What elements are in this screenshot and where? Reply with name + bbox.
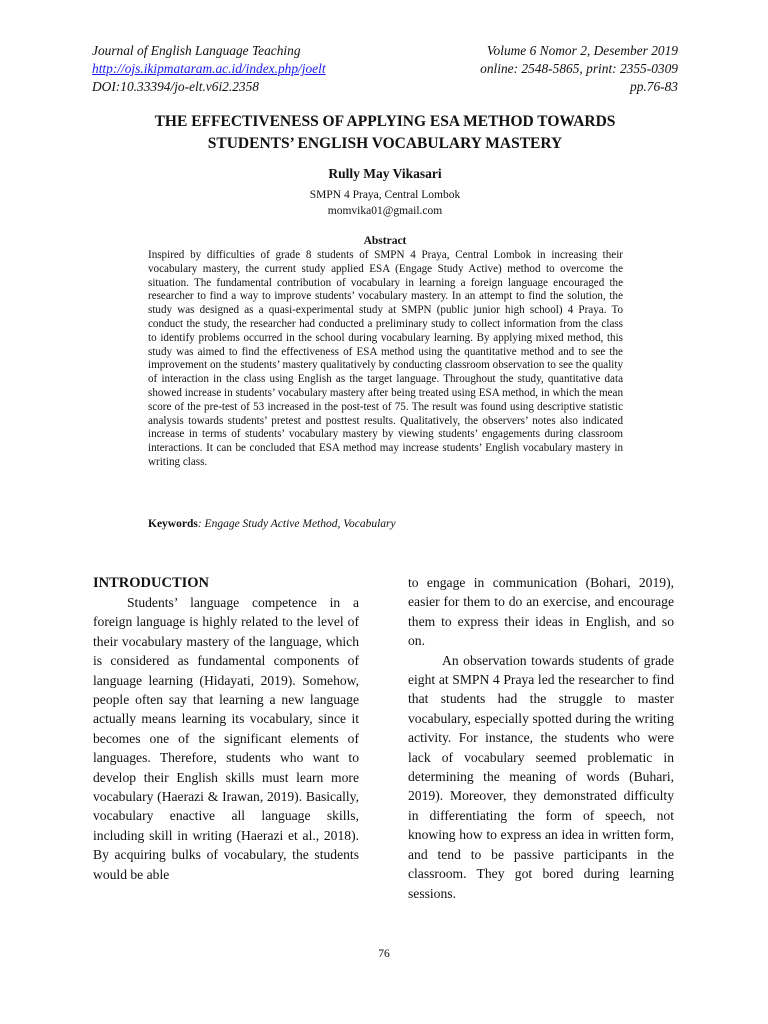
- right-column: [408, 573, 674, 903]
- page-range: pp.76-83: [630, 79, 678, 94]
- affiliation: SMPN 4 Praya, Central Lombok: [309, 189, 461, 201]
- author-name: Rully May Vikasari: [328, 166, 442, 181]
- paper-title-line2: STUDENTS’ ENGLISH VOCABULARY MASTERY: [207, 135, 563, 152]
- journal-url-link[interactable]: http://ojs.ikipmataram.ac.id/index.php/joelt: [92, 61, 326, 76]
- volume-info: Volume 6 Nomor 2, Desember 2019: [486, 43, 678, 58]
- section-heading-introduction: INTRODUCTION: [93, 575, 210, 591]
- author-affiliation-block: [92, 187, 678, 219]
- paper-title-line1: THE EFFECTIVENESS OF APPLYING ESA METHOD TOWARDS: [154, 113, 616, 130]
- intro-paragraph-1-continued: to engage in communication (Bohari, 2019), easier for them to do an exercise, and encourage them to express their ideas in English, and so on.: [408, 575, 674, 649]
- author-email: momvika01@gmail.com: [327, 205, 443, 217]
- abstract-text: Inspired by difficulties of grade 8 students of SMPN 4 Praya, Central Lombok in increasing their vocabulary mastery, the current study applied ESA (Engage Study Active) method to overcome the situation. The fundamental contribution of vocabulary in learning a foreign language encouraged the researcher to find a way to improve students’ vocabulary mastery. In an attempt to find the solution, the study was designed as a quasi-experimental study at SMPN (public junior high school) 4 Praya. To conduct the study, the researcher had conducted a preliminary study to collect information from the class to identify problems occurred in the school during vocabulary learning. By applying mixed method, this study was aimed to find the effectiveness of ESA method using the quantitative method and to see the improvement on the students’ mastery qualitatively by conducting classroom observation to see the quality of interaction in the class using English as the target language. Throughout the study, quantitative data showed increase in students’ vocabulary mastery after being treated using ESA method, in which the mean score of the pre-test of 53 increased in the post-test of 75. The result was found using descriptive statistic analysis towards students’ pretest and posttest results. Qualitatively, the observers’ notes also indicated increase in terms of students’ vocabulary mastery by viewing students’ engagements during classroom interactions. It can be concluded that ESA method may increase students’ English vocabulary mastery in writing class.: [148, 249, 623, 468]
- issn-info: online: 2548-5865, print: 2355-0309: [480, 61, 678, 76]
- journal-name: Journal of English Language Teaching: [92, 43, 301, 58]
- page-number: 76: [378, 948, 390, 960]
- doi: DOI:10.33394/jo-elt.v6i2.2358: [92, 79, 259, 94]
- abstract-heading: Abstract: [363, 235, 407, 247]
- paper-title: [92, 111, 678, 155]
- intro-paragraph-2: An observation towards students of grade eight at SMPN 4 Praya led the researcher to find that students had the struggle to master vocabulary, especially spotted during the writing activity. For instance, the students who were lack of vocabulary seemed problematic in determining the meaning of words (Buhari, 2019). Moreover, they demonstrated difficulty in differentiating the form of speech, not knowing how to express an idea in written form, and tend to be passive participants in the classroom. They got bored during learning sessions.: [408, 652, 674, 901]
- keywords-label: Keywords: [148, 518, 198, 530]
- intro-paragraph-1: Students’ language competence in a foreign language is highly related to the level of their vocabulary mastery of the language, which is considered as fundamental components of language learning (Hidayati, 2019). Somehow, people often say that learning a new language actually means learning its vocabulary, since it becomes one of the significant elements of languages. Therefore, students who want to develop their English skills must learn more vocabulary (Haerazi & Irawan, 2019). Basically, vocabulary enactive all language skills, including skill in writing (Haerazi et al., 2018). By acquiring bulks of vocabulary, the students would be able: [93, 595, 359, 882]
- keywords: [148, 518, 623, 530]
- keywords-text: : Engage Study Active Method, Vocabulary: [197, 518, 396, 530]
- left-column: [93, 573, 359, 884]
